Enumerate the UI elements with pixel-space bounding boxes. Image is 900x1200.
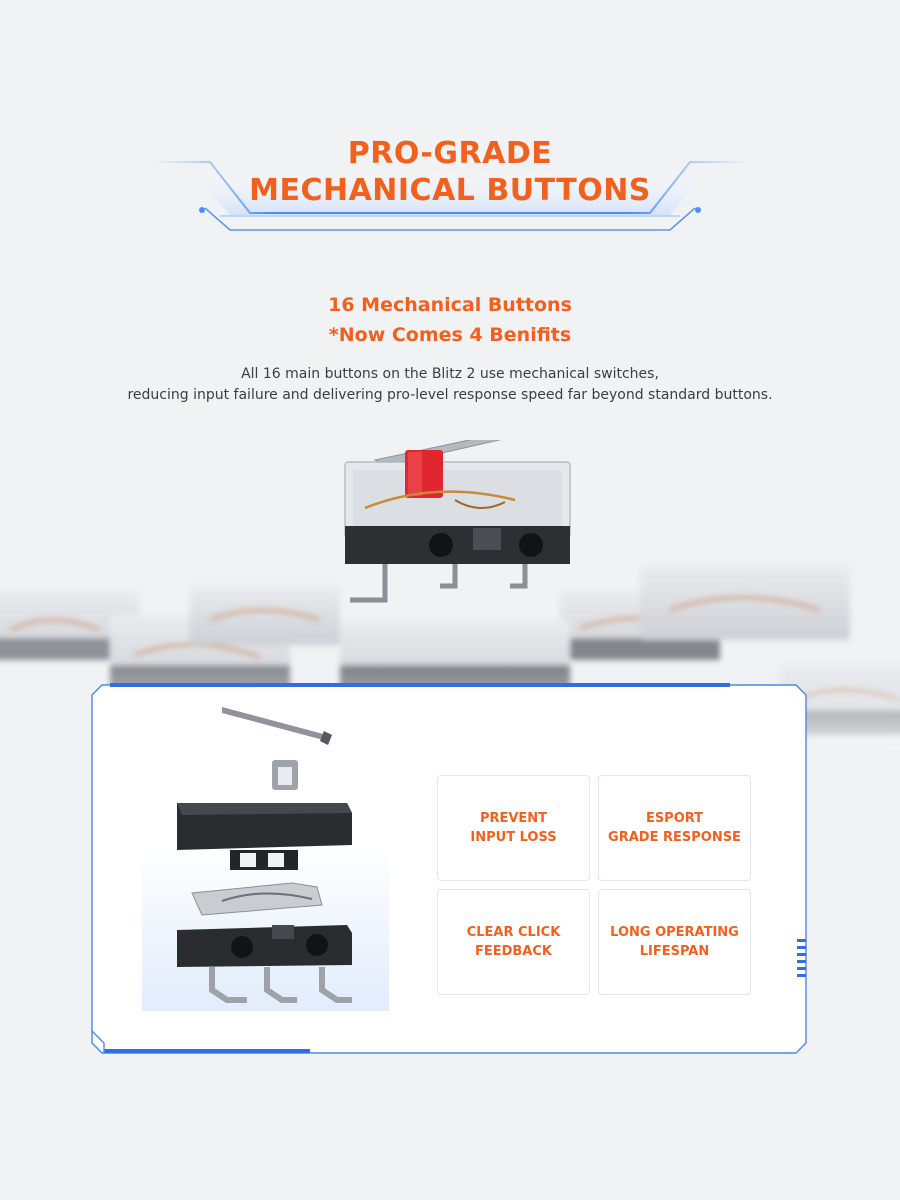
description-line-2: reducing input failure and delivering pro-level response speed far beyond standard buttons.: [127, 387, 773, 403]
benefit-tile-clear-click-feedback: [437, 889, 590, 995]
microswitch-exploded-image: [142, 705, 389, 1015]
benefit-tile-prevent-input-loss: [437, 775, 590, 881]
section-description: [0, 364, 900, 406]
benefit-line-2: LIFESPAN: [639, 944, 710, 959]
title-line-1: PRO-GRADE: [347, 136, 553, 171]
benefits-grid: [437, 775, 751, 993]
page-title: [0, 135, 900, 209]
benefits-card: [90, 683, 808, 1055]
benefit-tile-esport-grade-response: [598, 775, 751, 881]
benefit-line-1: CLEAR CLICK: [466, 925, 561, 940]
headline-line-2: *Now Comes 4 Benifits: [328, 324, 572, 346]
benefit-line-2: FEEDBACK: [474, 944, 552, 959]
title-line-2: MECHANICAL BUTTONS: [249, 173, 651, 208]
benefit-line-1: LONG OPERATING: [610, 925, 739, 940]
benefit-line-1: PREVENT: [479, 811, 548, 826]
benefit-tile-long-operating-lifespan: [598, 889, 751, 995]
benefit-line-2: INPUT LOSS: [470, 830, 557, 845]
benefit-line-1: ESPORT: [645, 811, 704, 826]
description-line-1: All 16 main buttons on the Blitz 2 use mechanical switches,: [241, 366, 659, 382]
benefit-line-2: GRADE RESPONSE: [608, 830, 741, 845]
section-headline: [0, 290, 900, 350]
headline-line-1: 16 Mechanical Buttons: [328, 294, 572, 316]
